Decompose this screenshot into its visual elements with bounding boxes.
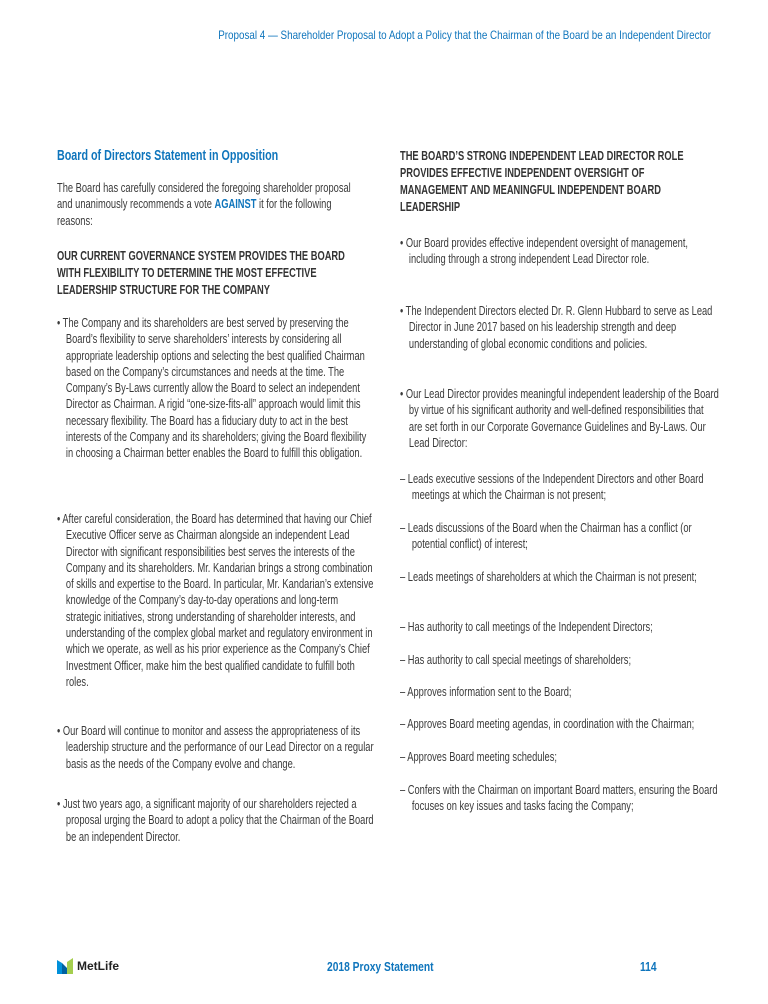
logo-wordmark: MetLife [77, 959, 119, 973]
intro-paragraph [57, 180, 367, 229]
right-bullet-2: • The Independent Directors elected Dr. R. Glenn Hubbard to serve as Lead Director in June 2017 based on his leadership strength and deep understanding of global economic conditions and policies. [400, 304, 713, 351]
left-bullet-2: • After careful consideration, the Board has determined that having our Chief Executive Officer serve as Chairman alongside an independent Lead Director with significant responsibilities best serves the interests of the Company and its shareholders. Mr. Kandarian brings a strong combination of skills and expertise to the Board. In particular, Mr. Kandarian’s extensive knowledge of the Company’s day-to-day operations and long-term strategic initiatives, strong understanding of shareholder interests, and understanding of the complex global market and regulatory environment in which we operate, as well as his prior experience as the Company’s Chief Investment Officer, make him the best qualified candidate to fulfill both roles. [57, 512, 374, 689]
left-bullet-4: • Just two years ago, a significant majority of our shareholders rejected a proposal urging the Board to adopt a policy that the Chairman of the Board be an independent Director. [57, 797, 374, 844]
left-bullet-3: • Our Board will continue to monitor and assess the appropriateness of its leadership structure and the performance of our Lead Director on a regular basis as the needs of the Company evolve and change. [57, 724, 374, 771]
footer-doc-title: 2018 Proxy Statement [327, 960, 434, 974]
duty-item: – Approves Board meeting schedules; [400, 750, 557, 764]
duty-item: – Has authority to call meetings of the Independent Directors; [400, 620, 653, 634]
intro-text-end: it for the following reasons: [57, 197, 332, 228]
running-header: Proposal 4 — Shareholder Proposal to Adopt a Policy that the Chairman of the Board be an Independent Director [218, 28, 711, 42]
left-bullet-1: • The Company and its shareholders are best served by preserving the Board’s flexibility to serve shareholders’ interests by considering all appropriate leadership options and selecting the best qualified Chairman based on the Company’s circumstances and needs at the time. The Company’s By-Laws currently allow the Board to select an independent Director as Chairman. A rigid “one-size-fits-all” approach would limit this necessary flexibility. The Board has a fiduciary duty to act in the best interests of the Company and its shareholders; giving the Board flexibility in choosing a Chairman better enables the Board to fulfill this obligation. [57, 316, 367, 461]
left-subheading: OUR CURRENT GOVERNANCE SYSTEM PROVIDES THE BOARD WITH FLEXIBILITY TO DETERMINE THE MOST EFFECTIVE LEADERSHIP STRUCTURE FOR THE COMPANY [57, 249, 345, 297]
metlife-logo [57, 958, 119, 974]
page-number: 114 [640, 960, 657, 974]
metlife-logo-icon [57, 958, 73, 974]
duty-item: – Leads meetings of shareholders at which the Chairman is not present; [400, 570, 697, 584]
duty-item: – Confers with the Chairman on important Board matters, ensuring the Board focuses on key issues and tasks facing the Company; [400, 783, 718, 814]
against-emphasis: AGAINST [214, 197, 257, 212]
section-title: Board of Directors Statement in Opposition [57, 148, 279, 164]
duty-item: – Leads executive sessions of the Independent Directors and other Board meetings at which the Chairman is not present; [400, 472, 704, 503]
right-subheading: THE BOARD’S STRONG INDEPENDENT LEAD DIRECTOR ROLE PROVIDES EFFECTIVE INDEPENDENT OVERSIGHT OF MANAGEMENT AND MEANINGFUL INDEPENDENT BOARD LEADERSHIP [400, 149, 684, 214]
duty-item: – Leads discussions of the Board when the Chairman has a conflict (or potential conflict) of interest; [400, 521, 692, 552]
duty-item: – Approves Board meeting agendas, in coordination with the Chairman; [400, 717, 695, 731]
duty-item: – Has authority to call special meetings of shareholders; [400, 653, 632, 667]
intro-text: The Board has carefully considered the foregoing shareholder proposal and unanimously recommends a vote [57, 181, 351, 212]
duty-item: – Approves information sent to the Board; [400, 685, 572, 699]
right-bullet-1: • Our Board provides effective independent oversight of management, including through a strong independent Lead Director role. [400, 236, 689, 267]
right-bullet-3: • Our Lead Director provides meaningful independent leadership of the Board by virtue of his significant authority and well-defined responsibilities that are set forth in our Corporate Governance Guidelines and By-Laws. Our Lead Director: [400, 387, 719, 450]
